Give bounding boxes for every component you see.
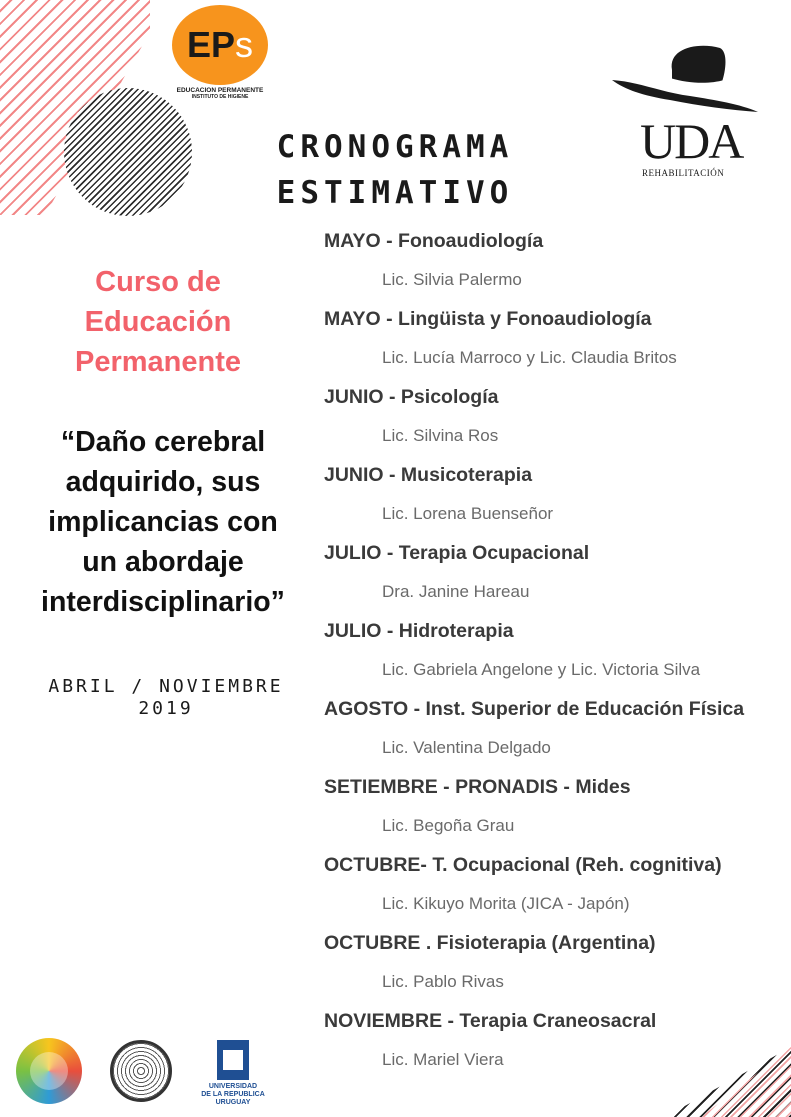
schedule-item	[324, 382, 791, 460]
eps-logo	[168, 5, 278, 100]
schedule-item	[324, 538, 791, 616]
decorative-striped-circle	[64, 88, 192, 216]
quote-line4: un abordaje	[82, 546, 244, 578]
colorful-logo-center	[30, 1052, 68, 1090]
uda-logo-subtitle: REHABILITACIÓN	[642, 168, 725, 178]
page-title-line1: CRONOGRAMA	[276, 129, 514, 165]
eps-logo-letters: EP	[186, 24, 236, 65]
course-dates	[26, 676, 306, 720]
quote-line2: adquirido, sus	[65, 466, 261, 498]
schedule-item-heading: SETIEMBRE - PRONADIS - Mides	[324, 776, 631, 798]
quote-line3: implicancias con	[48, 506, 278, 538]
udelar-logo-line3: URUGUAY	[215, 1099, 251, 1106]
schedule-item-heading: NOVIEMBRE - Terapia Craneosacral	[324, 1010, 657, 1032]
page-title	[240, 124, 550, 216]
udelar-building-icon	[217, 1040, 249, 1080]
schedule-item-speaker: Lic. Pablo Rivas	[382, 972, 504, 991]
eps-logo-mark	[172, 5, 268, 85]
schedule-item-heading: MAYO - Fonoaudiología	[324, 230, 544, 252]
course-name-line2: Educación	[84, 306, 232, 338]
schedule-item-heading: OCTUBRE . Fisioterapia (Argentina)	[324, 932, 656, 954]
schedule-item	[324, 928, 791, 1006]
schedule-item	[324, 460, 791, 538]
schedule-item-heading: JULIO - Hidroterapia	[324, 620, 514, 642]
schedule-item-speaker: Lic. Kikuyo Morita (JICA - Japón)	[382, 894, 630, 913]
schedule-item-speaker: Lic. Lucía Marroco y Lic. Claudia Britos	[382, 348, 677, 367]
schedule-item	[324, 226, 791, 304]
udelar-logo	[200, 1040, 266, 1112]
course-dates-year: 2019	[138, 698, 194, 719]
quote-line5: interdisciplinario”	[41, 586, 285, 618]
udelar-logo-text	[200, 1083, 266, 1107]
page-title-line2: ESTIMATIVO	[276, 175, 514, 211]
schedule-item-speaker: Lic. Lorena Buenseñor	[382, 504, 554, 523]
schedule-item-heading: JUNIO - Musicoterapia	[324, 464, 533, 486]
schedule-item	[324, 304, 791, 382]
course-name-line3: Permanente	[74, 346, 241, 378]
course-topic-quote	[18, 422, 308, 622]
quote-line1: “Daño cerebral	[60, 426, 266, 458]
schedule-item	[324, 850, 791, 928]
schedule-item	[324, 772, 791, 850]
schedule-item	[324, 616, 791, 694]
schedule-list	[324, 226, 791, 1084]
eps-logo-letter-s: s	[235, 24, 254, 65]
schedule-item-speaker: Lic. Silvina Ros	[382, 426, 499, 445]
schedule-item-heading: JULIO - Terapia Ocupacional	[324, 542, 590, 564]
schedule-item-heading: OCTUBRE- T. Ocupacional (Reh. cognitiva)	[324, 854, 722, 876]
course-dates-range: ABRIL / NOVIEMBRE	[48, 676, 284, 697]
schedule-item-speaker: Lic. Gabriela Angelone y Lic. Victoria Silva	[382, 660, 701, 679]
schedule-item-speaker: Dra. Janine Hareau	[382, 582, 530, 601]
schedule-item-heading: MAYO - Lingüista y Fonoaudiología	[324, 308, 652, 330]
eps-logo-caption-line1: EDUCACION PERMANENTE	[176, 87, 264, 94]
udelar-logo-line1: UNIVERSIDAD	[208, 1083, 258, 1090]
course-name	[38, 262, 278, 382]
schedule-item-heading: AGOSTO - Inst. Superior de Educación Física	[324, 698, 745, 720]
udelar-logo-line2: DE LA REPUBLICA	[201, 1091, 265, 1098]
university-seal-logo	[110, 1040, 172, 1102]
uda-logo-text: UDA	[640, 113, 743, 169]
schedule-item	[324, 694, 791, 772]
eps-logo-caption	[164, 87, 276, 101]
schedule-item-heading: JUNIO - Psicología	[324, 386, 499, 408]
schedule-item-speaker: Lic. Valentina Delgado	[382, 738, 551, 757]
schedule-item-speaker: Lic. Silvia Palermo	[382, 270, 522, 289]
schedule-item-speaker: Lic. Begoña Grau	[382, 816, 515, 835]
course-name-line1: Curso de	[95, 266, 221, 298]
colorful-logo	[16, 1038, 82, 1104]
schedule-item-speaker: Lic. Mariel Viera	[382, 1050, 504, 1069]
schedule-item	[324, 1006, 791, 1084]
uda-logo	[610, 40, 760, 180]
eps-logo-caption-line2: INSTITUTO DE HIGIENE	[191, 94, 249, 100]
hat-icon	[610, 40, 760, 120]
